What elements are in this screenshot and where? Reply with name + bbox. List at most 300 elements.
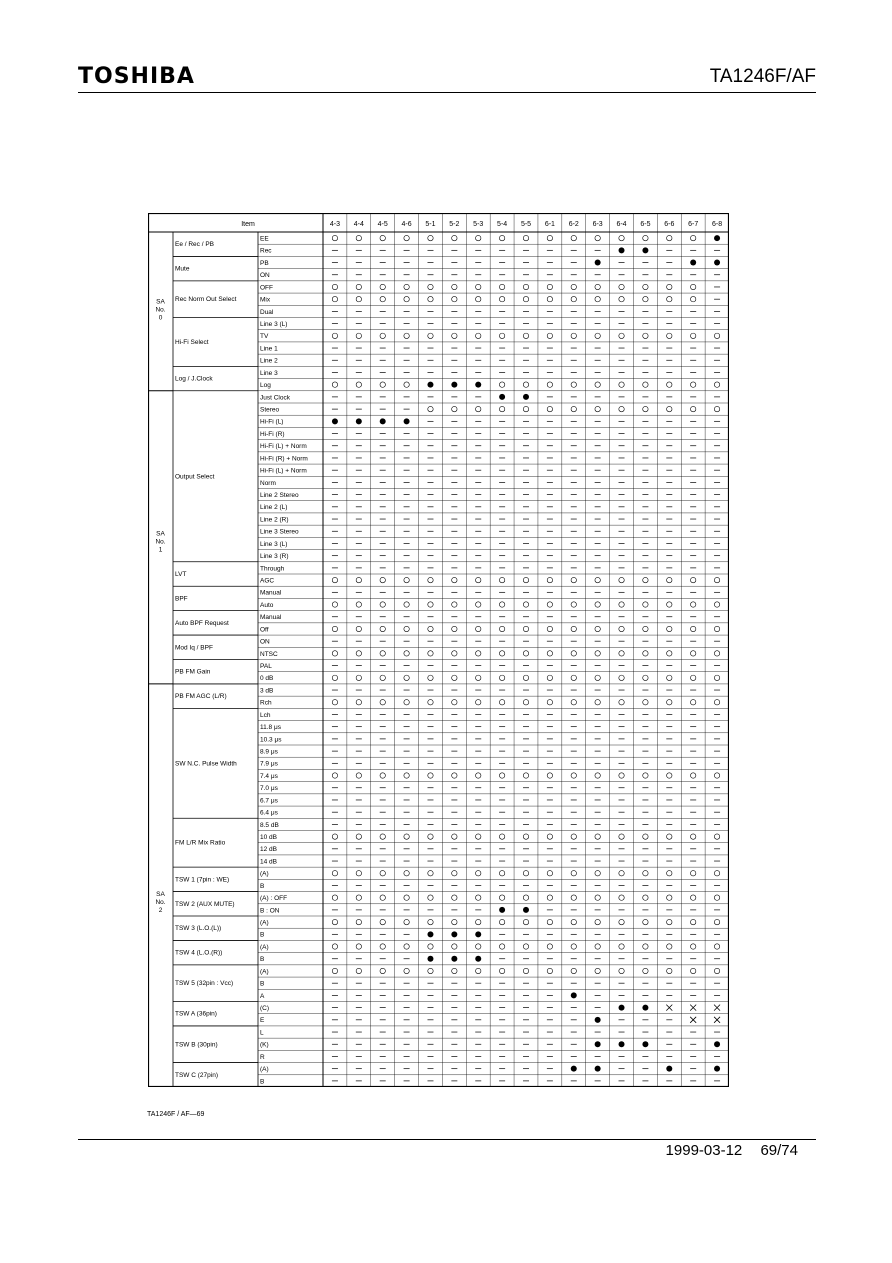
open-circle-mark: [332, 968, 337, 973]
row-label: Hi-Fi (L) + Norm: [260, 443, 307, 451]
open-circle-mark: [643, 577, 648, 582]
item-label: TSW B (30pin): [175, 1041, 218, 1049]
item-header: Item: [241, 221, 255, 228]
open-circle-mark: [380, 968, 385, 973]
open-circle-mark: [428, 296, 433, 301]
open-circle-mark: [643, 944, 648, 949]
open-circle-mark: [499, 871, 504, 876]
open-circle-mark: [452, 235, 457, 240]
row-label: NTSC: [260, 650, 278, 658]
open-circle-mark: [619, 626, 624, 631]
open-circle-mark: [619, 700, 624, 705]
open-circle-mark: [332, 834, 337, 839]
column-header: 6-4: [616, 221, 627, 228]
open-circle-mark: [690, 675, 695, 680]
open-circle-mark: [404, 871, 409, 876]
filled-circle-mark: [619, 1041, 625, 1047]
function-table-grid: [148, 213, 729, 1087]
open-circle-mark: [404, 284, 409, 289]
open-circle-mark: [356, 626, 361, 631]
cross-mark: [714, 1017, 720, 1023]
open-circle-mark: [690, 773, 695, 778]
open-circle-mark: [356, 895, 361, 900]
column-header: 6-3: [592, 221, 603, 228]
column-header: 6-2: [568, 221, 579, 228]
open-circle-mark: [523, 675, 528, 680]
filled-circle-mark: [571, 1066, 577, 1072]
open-circle-mark: [714, 675, 719, 680]
row-label: Line 3 (L): [260, 321, 288, 329]
open-circle-mark: [619, 577, 624, 582]
item-label: TSW 5 (32pin : Vcc): [175, 980, 234, 988]
open-circle-mark: [332, 773, 337, 778]
open-circle-mark: [499, 895, 504, 900]
open-circle-mark: [499, 235, 504, 240]
row-label: Line 2 (L): [260, 504, 288, 512]
open-circle-mark: [571, 871, 576, 876]
open-circle-mark: [619, 944, 624, 949]
row-label: (K): [260, 1041, 269, 1049]
open-circle-mark: [714, 333, 719, 338]
open-circle-mark: [428, 700, 433, 705]
row-label: (A): [260, 943, 269, 951]
open-circle-mark: [380, 773, 385, 778]
open-circle-mark: [332, 895, 337, 900]
open-circle-mark: [428, 834, 433, 839]
open-circle-mark: [476, 895, 481, 900]
group-label: No.: [155, 898, 166, 906]
open-circle-mark: [547, 651, 552, 656]
filled-circle-mark: [619, 1005, 625, 1011]
open-circle-mark: [476, 651, 481, 656]
open-circle-mark: [428, 284, 433, 289]
cross-mark: [690, 1017, 696, 1023]
open-circle-mark: [356, 651, 361, 656]
item-label: TSW 1 (7pin : WE): [175, 876, 230, 884]
column-header: 5-4: [497, 221, 508, 228]
row-label: B: [260, 882, 265, 890]
open-circle-mark: [404, 968, 409, 973]
open-circle-mark: [595, 235, 600, 240]
open-circle-mark: [452, 968, 457, 973]
open-circle-mark: [714, 919, 719, 924]
cross-mark: [714, 1005, 720, 1011]
open-circle-mark: [667, 296, 672, 301]
group-label: SA: [156, 890, 165, 898]
item-label: Mod Iq / BPF: [175, 644, 213, 652]
open-circle-mark: [523, 333, 528, 338]
footer-page: 69/74: [760, 1142, 798, 1159]
row-label: Rec: [260, 247, 272, 255]
open-circle-mark: [643, 895, 648, 900]
row-label: AGC: [260, 577, 275, 585]
filled-circle-mark: [451, 382, 457, 388]
filled-circle-mark: [427, 382, 433, 388]
open-circle-mark: [619, 871, 624, 876]
column-header: 4-4: [353, 221, 364, 228]
open-circle-mark: [714, 382, 719, 387]
item-label: Ee / Rec / PB: [175, 241, 215, 249]
row-label: 10 dB: [260, 834, 277, 842]
open-circle-mark: [452, 700, 457, 705]
group-label: 2: [158, 906, 163, 914]
cross-mark: [666, 1005, 672, 1011]
item-label: PB FM AGC (L/R): [175, 693, 227, 701]
open-circle-mark: [595, 675, 600, 680]
row-label: Manual: [260, 589, 282, 597]
row-label: Line 3 (L): [260, 540, 288, 548]
open-circle-mark: [476, 773, 481, 778]
open-circle-mark: [595, 296, 600, 301]
row-label: Line 3 Stereo: [260, 528, 299, 536]
open-circle-mark: [476, 675, 481, 680]
open-circle-mark: [643, 333, 648, 338]
open-circle-mark: [667, 333, 672, 338]
row-label: Log: [260, 382, 271, 390]
page-header: [78, 64, 816, 93]
row-label: 11.8 μs: [260, 724, 281, 732]
open-circle-mark: [452, 602, 457, 607]
open-circle-mark: [667, 871, 672, 876]
row-label: Hi-Fi (R) + Norm: [260, 455, 308, 463]
open-circle-mark: [595, 871, 600, 876]
open-circle-mark: [619, 919, 624, 924]
open-circle-mark: [595, 626, 600, 631]
open-circle-mark: [595, 577, 600, 582]
open-circle-mark: [643, 296, 648, 301]
open-circle-mark: [404, 382, 409, 387]
filled-circle-mark: [380, 418, 386, 424]
open-circle-mark: [476, 577, 481, 582]
filled-circle-mark: [475, 956, 481, 962]
open-circle-mark: [428, 773, 433, 778]
filled-circle-mark: [595, 1041, 601, 1047]
row-label: 7.0 μs: [260, 785, 278, 793]
open-circle-mark: [428, 675, 433, 680]
open-circle-mark: [547, 382, 552, 387]
open-circle-mark: [571, 602, 576, 607]
open-circle-mark: [452, 406, 457, 411]
row-label: 6.7 μs: [260, 797, 278, 805]
open-circle-mark: [667, 773, 672, 778]
open-circle-mark: [690, 700, 695, 705]
row-label: B: [260, 1078, 265, 1086]
open-circle-mark: [643, 700, 648, 705]
filled-circle-mark: [571, 992, 577, 998]
row-label: Hi-Fi (L) + Norm: [260, 467, 307, 475]
open-circle-mark: [571, 235, 576, 240]
open-circle-mark: [523, 895, 528, 900]
open-circle-mark: [523, 968, 528, 973]
row-label: A: [260, 992, 265, 1000]
open-circle-mark: [523, 871, 528, 876]
open-circle-mark: [547, 834, 552, 839]
filled-circle-mark: [523, 394, 529, 400]
group-label: SA: [156, 530, 165, 538]
open-circle-mark: [452, 871, 457, 876]
row-label: B : ON: [260, 907, 280, 915]
open-circle-mark: [619, 406, 624, 411]
open-circle-mark: [619, 651, 624, 656]
open-circle-mark: [428, 968, 433, 973]
filled-circle-mark: [451, 956, 457, 962]
open-circle-mark: [356, 235, 361, 240]
open-circle-mark: [595, 919, 600, 924]
item-label: TSW A (36pin): [175, 1010, 217, 1018]
open-circle-mark: [571, 919, 576, 924]
filled-circle-mark: [714, 260, 720, 266]
item-label: FM L/R Mix Ratio: [175, 839, 226, 847]
open-circle-mark: [571, 834, 576, 839]
column-header: 6-8: [711, 221, 723, 228]
open-circle-mark: [643, 382, 648, 387]
open-circle-mark: [523, 834, 528, 839]
open-circle-mark: [619, 333, 624, 338]
open-circle-mark: [571, 333, 576, 338]
open-circle-mark: [714, 968, 719, 973]
open-circle-mark: [690, 651, 695, 656]
filled-circle-mark: [475, 382, 481, 388]
brand-logo: TOSHIBA: [78, 64, 195, 89]
open-circle-mark: [332, 577, 337, 582]
open-circle-mark: [571, 773, 576, 778]
open-circle-mark: [595, 834, 600, 839]
open-circle-mark: [380, 675, 385, 680]
open-circle-mark: [404, 919, 409, 924]
open-circle-mark: [714, 651, 719, 656]
open-circle-mark: [571, 700, 576, 705]
open-circle-mark: [404, 577, 409, 582]
filled-circle-mark: [714, 1041, 720, 1047]
open-circle-mark: [714, 577, 719, 582]
filled-circle-mark: [499, 394, 505, 400]
column-header: 6-7: [688, 221, 699, 228]
open-circle-mark: [380, 382, 385, 387]
open-circle-mark: [595, 944, 600, 949]
open-circle-mark: [523, 773, 528, 778]
open-circle-mark: [667, 284, 672, 289]
open-circle-mark: [714, 895, 719, 900]
item-label: SW N.C. Pulse Width: [175, 760, 237, 768]
open-circle-mark: [690, 944, 695, 949]
open-circle-mark: [428, 602, 433, 607]
open-circle-mark: [356, 871, 361, 876]
open-circle-mark: [332, 602, 337, 607]
row-label: Through: [260, 565, 285, 573]
open-circle-mark: [547, 577, 552, 582]
open-circle-mark: [428, 235, 433, 240]
open-circle-mark: [690, 602, 695, 607]
open-circle-mark: [643, 651, 648, 656]
open-circle-mark: [404, 675, 409, 680]
open-circle-mark: [595, 284, 600, 289]
open-circle-mark: [380, 895, 385, 900]
open-circle-mark: [499, 773, 504, 778]
open-circle-mark: [380, 944, 385, 949]
open-circle-mark: [690, 235, 695, 240]
open-circle-mark: [499, 968, 504, 973]
open-circle-mark: [332, 919, 337, 924]
open-circle-mark: [547, 333, 552, 338]
open-circle-mark: [571, 895, 576, 900]
open-circle-mark: [499, 919, 504, 924]
row-label: Line 3 (R): [260, 553, 289, 561]
open-circle-mark: [380, 296, 385, 301]
open-circle-mark: [571, 968, 576, 973]
row-label: E: [260, 1017, 265, 1025]
row-label: 7.4 μs: [260, 772, 278, 780]
open-circle-mark: [571, 577, 576, 582]
open-circle-mark: [690, 895, 695, 900]
footer-date: 1999-03-12: [665, 1142, 743, 1159]
item-label: TSW 2 (AUX MUTE): [175, 900, 235, 908]
open-circle-mark: [690, 626, 695, 631]
row-label: PB: [260, 259, 269, 267]
open-circle-mark: [356, 700, 361, 705]
column-header: 5-5: [520, 221, 532, 228]
open-circle-mark: [643, 968, 648, 973]
open-circle-mark: [428, 333, 433, 338]
row-label: Rch: [260, 699, 272, 707]
row-label: R: [260, 1053, 265, 1061]
open-circle-mark: [428, 626, 433, 631]
open-circle-mark: [380, 235, 385, 240]
open-circle-mark: [428, 577, 433, 582]
open-circle-mark: [667, 626, 672, 631]
figure-caption: TA1246F / AF—69: [147, 1111, 205, 1118]
open-circle-mark: [643, 871, 648, 876]
filled-circle-mark: [642, 1041, 648, 1047]
open-circle-mark: [690, 871, 695, 876]
open-circle-mark: [499, 675, 504, 680]
open-circle-mark: [690, 406, 695, 411]
open-circle-mark: [476, 284, 481, 289]
open-circle-mark: [690, 968, 695, 973]
item-label: LVT: [175, 571, 187, 578]
column-header: 5-2: [449, 221, 460, 228]
open-circle-mark: [499, 602, 504, 607]
footer-rule: [78, 1139, 816, 1140]
open-circle-mark: [476, 602, 481, 607]
open-circle-mark: [667, 700, 672, 705]
row-label: Norm: [260, 479, 276, 487]
column-header: 6-1: [544, 221, 555, 228]
open-circle-mark: [643, 919, 648, 924]
open-circle-mark: [595, 968, 600, 973]
open-circle-mark: [571, 406, 576, 411]
open-circle-mark: [667, 382, 672, 387]
open-circle-mark: [547, 235, 552, 240]
open-circle-mark: [499, 651, 504, 656]
filled-circle-mark: [451, 931, 457, 937]
open-circle-mark: [499, 700, 504, 705]
open-circle-mark: [499, 296, 504, 301]
open-circle-mark: [523, 406, 528, 411]
row-label: Off: [260, 626, 269, 634]
row-label: 14 dB: [260, 858, 277, 866]
open-circle-mark: [523, 626, 528, 631]
open-circle-mark: [452, 675, 457, 680]
open-circle-mark: [452, 895, 457, 900]
row-label: 8.9 μs: [260, 748, 278, 756]
filled-circle-mark: [595, 1066, 601, 1072]
group-label: SA: [156, 298, 165, 306]
open-circle-mark: [714, 406, 719, 411]
open-circle-mark: [643, 675, 648, 680]
row-label: Manual: [260, 614, 282, 622]
open-circle-mark: [476, 871, 481, 876]
open-circle-mark: [690, 333, 695, 338]
row-label: (A): [260, 1066, 269, 1074]
open-circle-mark: [547, 773, 552, 778]
open-circle-mark: [404, 773, 409, 778]
column-header: 5-3: [473, 221, 484, 228]
filled-circle-mark: [642, 1005, 648, 1011]
row-label: B: [260, 980, 265, 988]
open-circle-mark: [404, 235, 409, 240]
open-circle-mark: [404, 296, 409, 301]
open-circle-mark: [667, 675, 672, 680]
filled-circle-mark: [499, 907, 505, 913]
open-circle-mark: [356, 944, 361, 949]
row-label: Line 2 Stereo: [260, 492, 299, 500]
row-label: ON: [260, 638, 270, 646]
open-circle-mark: [499, 577, 504, 582]
open-circle-mark: [332, 871, 337, 876]
row-label: Stereo: [260, 406, 280, 414]
open-circle-mark: [404, 626, 409, 631]
row-label: Line 2: [260, 357, 278, 365]
open-circle-mark: [476, 235, 481, 240]
open-circle-mark: [547, 871, 552, 876]
open-circle-mark: [452, 834, 457, 839]
open-circle-mark: [619, 296, 624, 301]
open-circle-mark: [667, 944, 672, 949]
open-circle-mark: [667, 577, 672, 582]
filled-circle-mark: [356, 418, 362, 424]
open-circle-mark: [356, 675, 361, 680]
open-circle-mark: [404, 333, 409, 338]
item-label: PB FM Gain: [175, 668, 211, 676]
open-circle-mark: [619, 895, 624, 900]
open-circle-mark: [452, 773, 457, 778]
row-label: Line 3: [260, 369, 278, 377]
item-label: TSW 3 (L.O.(L)): [175, 925, 222, 933]
table-border: [149, 214, 729, 1087]
filled-circle-mark: [595, 1017, 601, 1023]
open-circle-mark: [643, 284, 648, 289]
open-circle-mark: [619, 834, 624, 839]
row-label: 8.5 dB: [260, 821, 279, 829]
open-circle-mark: [380, 834, 385, 839]
open-circle-mark: [380, 919, 385, 924]
row-label: Dual: [260, 308, 274, 316]
open-circle-mark: [428, 406, 433, 411]
open-circle-mark: [643, 406, 648, 411]
column-header: 5-1: [425, 221, 436, 228]
open-circle-mark: [380, 700, 385, 705]
open-circle-mark: [643, 626, 648, 631]
open-circle-mark: [380, 871, 385, 876]
filled-circle-mark: [714, 1066, 720, 1072]
open-circle-mark: [404, 834, 409, 839]
open-circle-mark: [428, 871, 433, 876]
row-label: Line 1: [260, 345, 278, 353]
open-circle-mark: [714, 700, 719, 705]
open-circle-mark: [547, 626, 552, 631]
open-circle-mark: [452, 333, 457, 338]
open-circle-mark: [356, 284, 361, 289]
